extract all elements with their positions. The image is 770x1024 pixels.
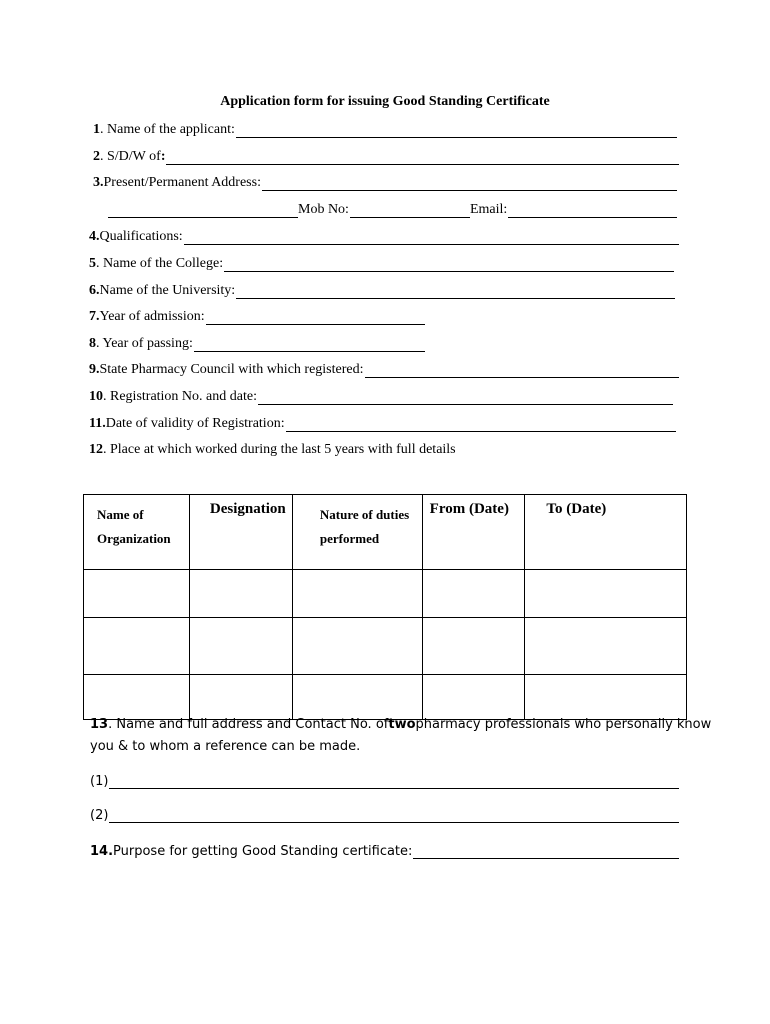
header-to-date: To (Date) bbox=[525, 495, 687, 570]
table-cell[interactable] bbox=[189, 618, 292, 675]
field-label: Purpose for getting Good Standing certificate: bbox=[113, 844, 413, 859]
field-label: . Year of passing: bbox=[96, 336, 193, 351]
purpose-input-line[interactable] bbox=[413, 844, 679, 859]
year-passing-input-line[interactable] bbox=[194, 337, 425, 352]
field-sdw-of: 2 . S/D/W of : bbox=[93, 147, 679, 165]
field-number: 7. bbox=[89, 309, 100, 324]
field-label: . Name of the College: bbox=[96, 256, 224, 271]
field-number: 11. bbox=[89, 416, 106, 431]
header-organization: Name of Organization bbox=[84, 495, 190, 570]
form-title: Application form for issuing Good Standing Certificate bbox=[220, 94, 550, 109]
field-college bbox=[89, 254, 674, 272]
field-number: 10 bbox=[89, 389, 103, 404]
table-cell[interactable] bbox=[189, 675, 292, 720]
address-input-line[interactable] bbox=[262, 176, 677, 191]
work-history-table bbox=[83, 494, 687, 720]
college-input-line[interactable] bbox=[224, 257, 674, 272]
field-label: State Pharmacy Council with which registered: bbox=[99, 362, 364, 377]
field-number: 6. bbox=[89, 283, 100, 298]
field-qualifications bbox=[89, 227, 679, 245]
reference-1-input-line[interactable] bbox=[109, 774, 679, 789]
table-row bbox=[84, 675, 687, 720]
field-university bbox=[89, 281, 675, 299]
table-row bbox=[84, 618, 687, 675]
table-cell[interactable] bbox=[422, 618, 525, 675]
section-13-line-2: you & to whom a reference can be made. bbox=[90, 739, 361, 754]
field-applicant-name bbox=[93, 120, 677, 138]
field-label: . Name of the applicant: bbox=[100, 122, 235, 137]
field-label: Present/Permanent Address: bbox=[103, 175, 261, 190]
table-cell[interactable] bbox=[84, 618, 190, 675]
field-number: 14. bbox=[90, 844, 114, 859]
table-row bbox=[84, 570, 687, 618]
table-cell[interactable] bbox=[292, 618, 422, 675]
header-nature-of-duties: Nature of duties performed bbox=[292, 495, 422, 570]
qualifications-input-line[interactable] bbox=[184, 230, 679, 245]
sdw-of-input-line[interactable] bbox=[166, 150, 679, 165]
table-cell[interactable] bbox=[292, 675, 422, 720]
header-from-date: From (Date) bbox=[422, 495, 525, 570]
applicant-name-input-line[interactable] bbox=[236, 123, 677, 138]
field-number: 1 bbox=[93, 122, 100, 137]
email-input-line[interactable] bbox=[508, 203, 677, 218]
mob-input-line[interactable] bbox=[350, 203, 470, 218]
field-number: 3. bbox=[93, 175, 104, 190]
university-input-line[interactable] bbox=[236, 284, 675, 299]
email-label: Email: bbox=[469, 202, 508, 217]
field-year-admission bbox=[89, 307, 425, 325]
field-number: 12 bbox=[89, 442, 103, 457]
table-cell[interactable] bbox=[189, 570, 292, 618]
reference-2-label: (2) bbox=[90, 808, 109, 823]
mob-label: Mob No: bbox=[298, 202, 349, 217]
field-address bbox=[93, 173, 677, 191]
field-pharmacy-council bbox=[89, 360, 679, 378]
field-number: 13 bbox=[90, 717, 109, 732]
field-number: 4. bbox=[89, 229, 100, 244]
reference-1 bbox=[90, 771, 679, 789]
address-line-2-input[interactable] bbox=[108, 203, 298, 218]
section-14 bbox=[90, 841, 679, 859]
table-cell[interactable] bbox=[422, 570, 525, 618]
reference-1-label: (1) bbox=[90, 774, 109, 789]
field-number: 9. bbox=[89, 362, 100, 377]
reference-2 bbox=[90, 805, 679, 823]
field-number: 2 bbox=[93, 149, 100, 164]
table-cell[interactable] bbox=[84, 675, 190, 720]
field-label: Date of validity of Registration: bbox=[105, 416, 285, 431]
table-cell[interactable] bbox=[84, 570, 190, 618]
field-label: Name of the University: bbox=[99, 283, 236, 298]
header-designation: Designation bbox=[189, 495, 292, 570]
section-13-line-1: 13 . Name and full address and Contact No. of two pharmacy professionals who personally know bbox=[90, 717, 712, 732]
field-label: . S/D/W of bbox=[100, 149, 161, 164]
year-admission-input-line[interactable] bbox=[206, 310, 425, 325]
table-cell[interactable] bbox=[422, 675, 525, 720]
field-year-passing bbox=[89, 334, 425, 352]
field-label: Qualifications: bbox=[99, 229, 183, 244]
table-cell[interactable] bbox=[525, 570, 687, 618]
table-cell[interactable] bbox=[292, 570, 422, 618]
field-number: 5 bbox=[89, 256, 96, 271]
registration-no-input-line[interactable] bbox=[258, 390, 673, 405]
pharmacy-council-input-line[interactable] bbox=[365, 363, 680, 378]
table-cell[interactable] bbox=[525, 618, 687, 675]
table-header-row bbox=[84, 495, 687, 570]
reference-2-input-line[interactable] bbox=[109, 808, 679, 823]
registration-validity-input-line[interactable] bbox=[286, 417, 676, 432]
field-label: . Place at which worked during the last 5 years with full details bbox=[103, 442, 456, 457]
field-work-places bbox=[89, 440, 456, 458]
field-number: 8 bbox=[89, 336, 96, 351]
field-registration-validity bbox=[89, 414, 676, 432]
field-address-contact bbox=[108, 200, 677, 218]
field-label: . Registration No. and date: bbox=[103, 389, 257, 404]
table-cell[interactable] bbox=[525, 675, 687, 720]
emphasis-two: two bbox=[388, 717, 416, 732]
field-registration-no bbox=[89, 387, 673, 405]
field-label: Year of admission: bbox=[99, 309, 205, 324]
